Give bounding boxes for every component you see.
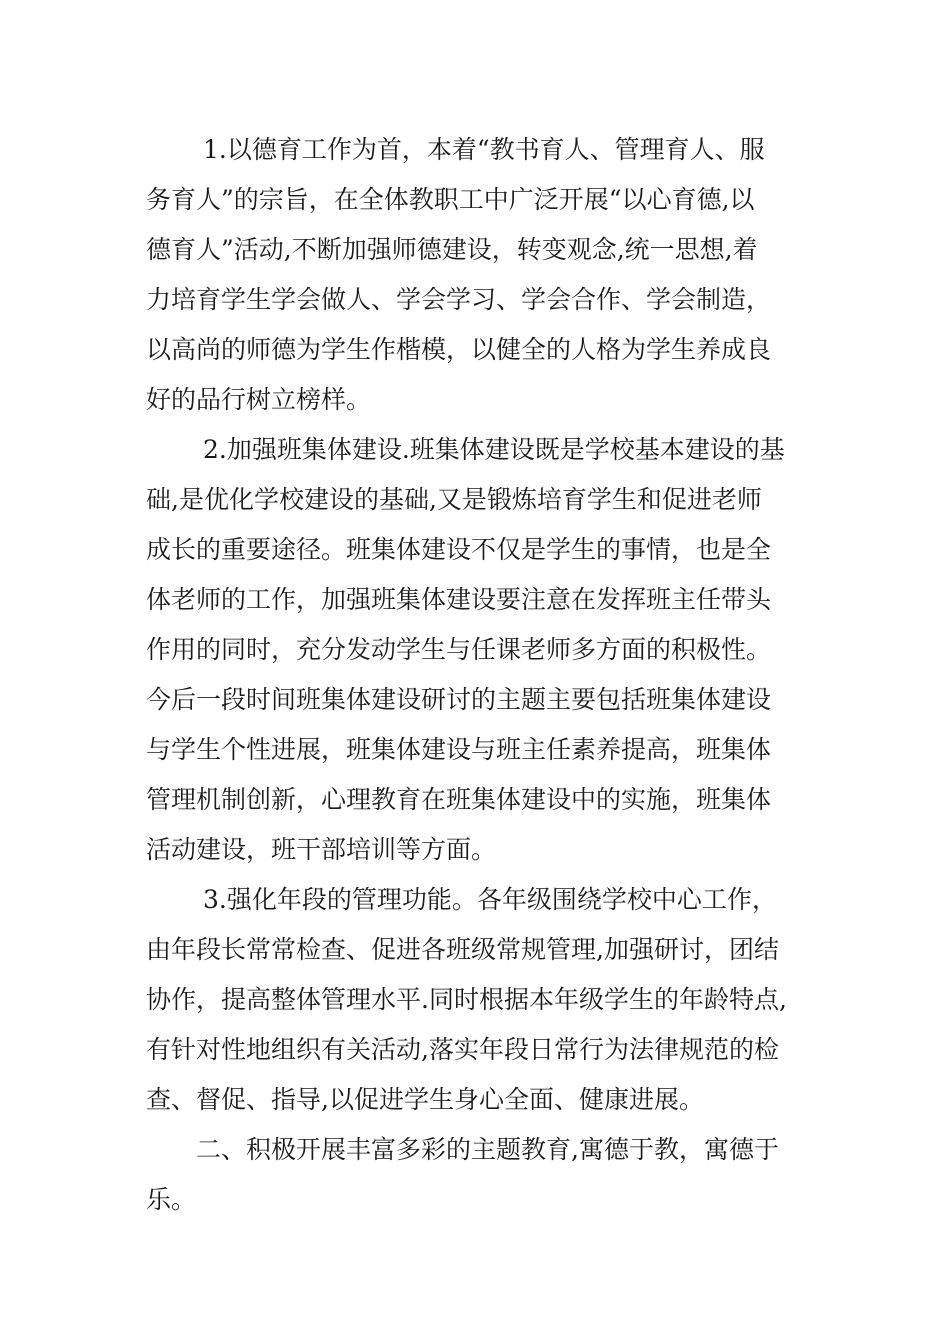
text-line: 作用的同时，充分发动学生与任课老师多方面的积极性。	[146, 635, 772, 664]
text-line: 有针对性地组织有关活动,落实年段日常行为法律规范的检	[146, 1035, 779, 1064]
text-line: 1.以德育工作为首，本着“教书育人、管理育人、服	[203, 135, 765, 164]
text-line: 管理机制创新，心理教育在班集体建设中的实施，班集体	[146, 785, 772, 814]
text-line: 查、督促、指导,以促进学生身心全面、健康进展。	[146, 1085, 704, 1114]
text-line: 德育人”活动,不断加强师德建设，转变观念,统一思想,着	[146, 235, 758, 264]
text-line: 力培育学生学会做人、学会学习、学会合作、学会制造，	[146, 285, 772, 314]
text-line: 与学生个性进展，班集体建设与班主任素养提高，班集体	[146, 735, 772, 764]
text-line: 今后一段时间班集体建设研讨的主题主要包括班集体建设	[146, 685, 772, 714]
text-line: 础,是优化学校建设的基础,又是锻炼培育学生和促进老师	[146, 485, 762, 514]
section-heading: 二、积极开展丰富多彩的主题教育,寓德于教，寓德于	[196, 1135, 779, 1164]
text-line: 以高尚的师德为学生作楷模，以健全的人格为学生养成良	[146, 335, 772, 364]
text-line: 乐。	[146, 1185, 197, 1214]
text-line: 好的品行树立榜样。	[146, 385, 372, 414]
text-line: 活动建设，班干部培训等方面。	[146, 835, 497, 864]
text-line: 2.加强班集体建设.班集体建设既是学校基本建设的基	[203, 435, 785, 464]
text-line: 务育人”的宗旨，在全体教职工中广泛开展“以心育德,以	[146, 185, 755, 214]
text-line: 协作，提高整体管理水平.同时根据本年级学生的年龄特点,	[146, 985, 787, 1014]
text-line: 成长的重要途径。班集体建设不仅是学生的事情，也是全	[146, 535, 772, 564]
text-line: 由年段长常常检查、促进各班级常规管理,加强研讨，团结	[146, 935, 779, 964]
text-line: 体老师的工作，加强班集体建设要注意在发挥班主任带头	[146, 585, 772, 614]
text-line: 3.强化年段的管理功能。各年级围绕学校中心工作，	[203, 885, 777, 914]
